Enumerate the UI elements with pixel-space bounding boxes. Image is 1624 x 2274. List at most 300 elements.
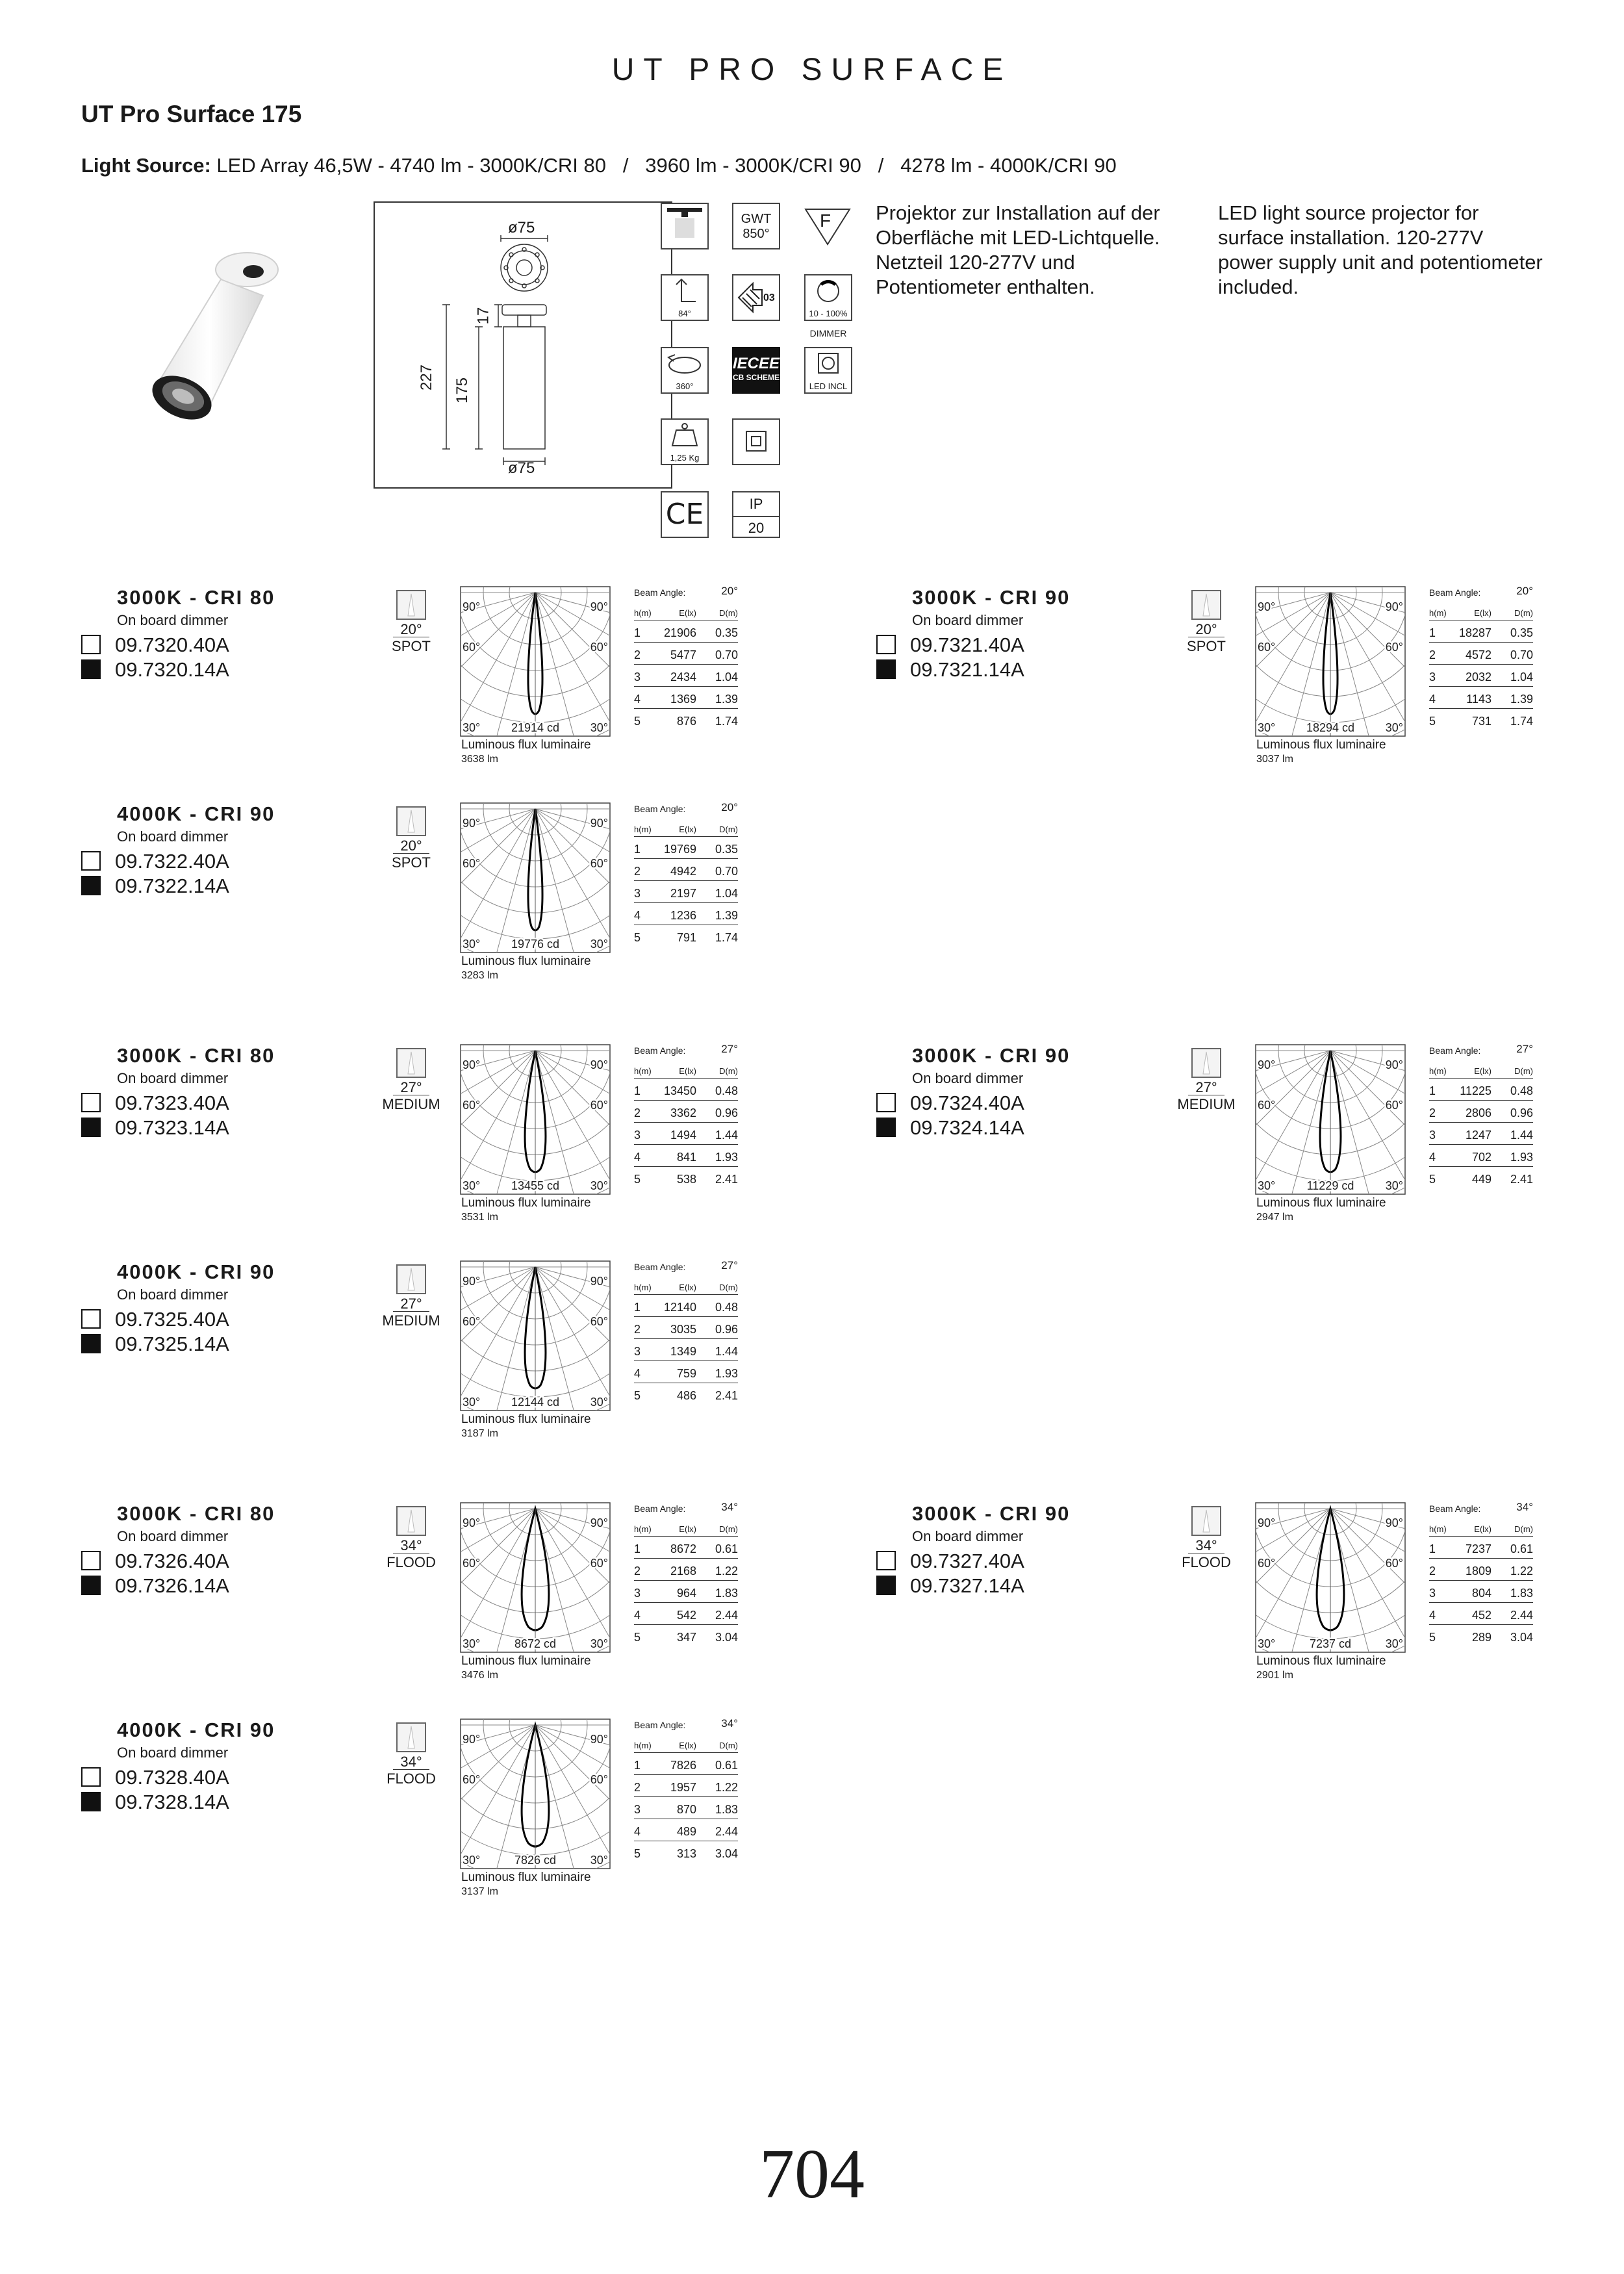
polar-angle-label: 30° (590, 1637, 608, 1650)
table-row (1429, 1625, 1533, 1646)
table-row (634, 925, 738, 947)
table-cell: 13450 (663, 1084, 696, 1097)
light-source-value: LED Array 46,5W - 4740 lm - 3000K/CRI 80 / 3960 lm - 3000K/CRI 90 / 4278 lm - 4000K/CRI 90 (216, 154, 1117, 177)
table-cell: 0.35 (715, 843, 738, 856)
table-row (634, 1753, 738, 1775)
light-source-line (81, 154, 1117, 177)
table-cell: 2032 (1465, 671, 1491, 683)
table-cell: 3.04 (1510, 1631, 1533, 1644)
description-de: Projektor zur Installation auf der Oberfläche mit LED-Lichtquelle. Netzteil 120-277V und Potentiometer enthalten. (876, 201, 1160, 298)
table-cell: 3.04 (715, 1631, 738, 1644)
table-header (634, 1519, 738, 1537)
polar-angle-label: 30° (590, 1396, 608, 1409)
black-finish-swatch (81, 1334, 101, 1353)
class-value: 03 (763, 292, 775, 303)
table-cell: 0.70 (715, 648, 738, 661)
luminous-flux-value: 2947 lm (1256, 1212, 1293, 1223)
polar-angle-label: 90° (463, 1058, 481, 1071)
beam-type: SPOT (392, 638, 431, 654)
table-cell: 1.22 (715, 1781, 738, 1794)
table-row (634, 1101, 738, 1123)
article-code: 09.7328.40A (115, 1766, 229, 1789)
beam-type: MEDIUM (382, 1096, 440, 1112)
variant-title: 4000K - CRI 90 (117, 1260, 275, 1283)
table-cell: 5 (634, 1631, 641, 1644)
polar-diagram (460, 802, 611, 953)
beam-angle-value: 27° (400, 1296, 422, 1312)
table-cell: 2434 (670, 671, 696, 683)
table-cell: 0.35 (715, 626, 738, 639)
black-finish-swatch (81, 1792, 101, 1811)
beam-angle-value: 34° (1195, 1537, 1217, 1553)
table-cell: 0.61 (715, 1542, 738, 1555)
table-cell: 1.93 (715, 1151, 738, 1164)
table-cell: 0.48 (715, 1084, 738, 1097)
table-cell: 0.48 (715, 1301, 738, 1314)
beam-angle-value: 20° (1516, 585, 1533, 597)
polar-angle-label: 60° (1258, 1099, 1276, 1112)
table-cell: 2168 (670, 1565, 696, 1578)
polar-angle-label: 30° (463, 938, 481, 951)
code-black (81, 659, 229, 681)
table-row (634, 1383, 738, 1405)
variant-title: 3000K - CRI 90 (912, 1044, 1071, 1067)
table-cell: 2.44 (1510, 1609, 1533, 1622)
column-header: E(lx) (1474, 1066, 1491, 1076)
beam-angle-header (1429, 583, 1533, 598)
gwt-icon (732, 203, 780, 249)
table-cell: 3.04 (715, 1847, 738, 1860)
code-black (81, 875, 229, 897)
beam-angle-value: 34° (1516, 1501, 1533, 1513)
column-header: D(m) (1514, 608, 1533, 618)
beam-angle-label: Beam Angle: (1429, 587, 1481, 598)
table-cell: 1369 (670, 693, 696, 706)
variant-title: 3000K - CRI 90 (912, 1502, 1071, 1525)
ce-label: CE (665, 498, 704, 531)
polar-diagram (1255, 586, 1406, 737)
table-cell: 5 (634, 1173, 641, 1186)
variant-dimmer-label: On board dimmer (117, 1070, 229, 1086)
variant-title: 3000K - CRI 80 (117, 1044, 275, 1067)
polar-angle-label: 90° (590, 600, 608, 613)
column-header: E(lx) (1474, 608, 1491, 618)
table-cell: 542 (676, 1609, 696, 1622)
table-row (634, 1079, 738, 1101)
table-cell: 1.74 (715, 715, 738, 728)
table-cell: 0.70 (715, 865, 738, 878)
table-header (1429, 1061, 1533, 1079)
beam-angle-header (1429, 1500, 1533, 1514)
beam-angle-value: 20° (400, 837, 422, 854)
polar-angle-label: 30° (1385, 1637, 1403, 1650)
black-finish-swatch (81, 876, 101, 895)
polar-diagram (1255, 1502, 1406, 1653)
table-cell: 0.61 (715, 1759, 738, 1772)
article-code: 09.7328.14A (115, 1791, 229, 1813)
table-cell: 1.04 (715, 671, 738, 683)
dimmer-range: 10 - 100% (809, 309, 848, 318)
beam-angle-label: Beam Angle: (1429, 1045, 1481, 1056)
code-black (81, 1117, 229, 1139)
table-cell: 486 (676, 1389, 696, 1402)
table-cell: 452 (1471, 1609, 1491, 1622)
polar-diagram (460, 1260, 611, 1411)
polar-angle-label: 30° (1385, 721, 1403, 734)
peak-intensity: 7826 cd (514, 1854, 557, 1867)
code-white (876, 1550, 1024, 1572)
beam-angle-value: 34° (721, 1501, 738, 1513)
variant-dimmer-label: On board dimmer (912, 1528, 1024, 1544)
ce-icon (661, 491, 709, 538)
code-white (81, 1309, 229, 1331)
beam-icon (396, 806, 426, 836)
column-header: D(m) (719, 1283, 738, 1292)
table-cell: 5 (1429, 715, 1436, 728)
table-cell: 841 (676, 1151, 696, 1164)
peak-intensity: 13455 cd (511, 1179, 560, 1192)
polar-angle-label: 60° (1385, 1557, 1403, 1570)
table-cell: 791 (676, 931, 696, 944)
table-cell: 1.44 (715, 1345, 738, 1358)
beam-type: SPOT (392, 854, 431, 871)
table-row (1429, 643, 1533, 665)
column-header: E(lx) (679, 1524, 696, 1534)
table-cell: 3 (634, 1345, 641, 1358)
column-header: E(lx) (679, 1283, 696, 1292)
polar-diagram-wrap (460, 1260, 611, 1414)
table-cell: 4 (634, 1151, 641, 1164)
variant-title: 3000K - CRI 80 (117, 1502, 275, 1525)
dim-height-base: 17 (474, 307, 492, 325)
white-finish-swatch (81, 1767, 101, 1787)
table-cell: 1.83 (1510, 1587, 1533, 1600)
article-code: 09.7321.40A (910, 633, 1024, 656)
column-header: D(m) (719, 1524, 738, 1534)
variant-title: 4000K - CRI 90 (117, 802, 275, 825)
luminous-flux-value: 3187 lm (461, 1428, 498, 1439)
beam-separator (393, 853, 429, 854)
table-cell: 538 (676, 1173, 696, 1186)
beam-angle-value: 27° (1516, 1043, 1533, 1055)
table-cell: 702 (1471, 1151, 1491, 1164)
table-cell: 4 (1429, 1609, 1436, 1622)
ip-rating-icon (732, 491, 780, 538)
polar-angle-label: 90° (590, 817, 608, 830)
white-finish-swatch (81, 1093, 101, 1112)
column-header: h(m) (634, 1524, 652, 1534)
article-code: 09.7322.40A (115, 850, 229, 873)
column-header: h(m) (1429, 1066, 1447, 1076)
table-cell: 489 (676, 1825, 696, 1838)
variant-dimmer-label: On board dimmer (117, 1286, 229, 1303)
beam-angle-value: 20° (721, 801, 738, 813)
table-cell: 1.39 (715, 909, 738, 922)
table-cell: 4 (634, 1609, 641, 1622)
variant-title: 4000K - CRI 90 (117, 1718, 275, 1741)
table-cell: 7826 (670, 1759, 696, 1772)
illuminance-table (634, 1041, 738, 1188)
polar-diagram (460, 586, 611, 737)
beam-angle-header (1429, 1041, 1533, 1056)
variant-title: 3000K - CRI 80 (117, 586, 275, 609)
table-header (634, 1277, 738, 1295)
article-code: 09.7323.14A (115, 1116, 229, 1139)
table-header (634, 819, 738, 837)
table-row (634, 665, 738, 687)
beam-angle-value: 20° (721, 585, 738, 597)
luminous-flux-label: Luminous flux luminaire (461, 1196, 591, 1210)
polar-angle-label: 30° (1385, 1179, 1403, 1192)
polar-angle-label: 90° (1385, 1516, 1403, 1529)
table-row (1429, 687, 1533, 709)
luminous-flux-label: Luminous flux luminaire (461, 1871, 591, 1884)
polar-angle-label: 90° (463, 1275, 481, 1288)
table-cell: 1957 (670, 1781, 696, 1794)
beam-icon (396, 590, 426, 620)
table-cell: 0.35 (1510, 626, 1533, 639)
polar-diagram-wrap (1255, 1502, 1406, 1656)
luminous-flux-label: Luminous flux luminaire (1256, 738, 1386, 752)
code-white (81, 634, 229, 656)
table-row (634, 1145, 738, 1167)
page-number: 704 (759, 2136, 865, 2213)
code-white (81, 1767, 229, 1789)
table-cell: 8672 (670, 1542, 696, 1555)
polar-angle-label: 90° (1385, 1058, 1403, 1071)
table-cell: 1 (634, 1301, 641, 1314)
white-finish-swatch (876, 1093, 896, 1112)
code-black (876, 1117, 1024, 1139)
table-cell: 1.44 (1510, 1129, 1533, 1142)
f-mark-icon (804, 207, 851, 250)
table-header (634, 1061, 738, 1079)
table-cell: 3 (634, 671, 641, 683)
black-finish-swatch (81, 1576, 101, 1595)
table-cell: 4 (1429, 693, 1436, 706)
dimension-drawing (374, 201, 672, 489)
table-cell: 12140 (663, 1301, 696, 1314)
article-code: 09.7327.14A (910, 1574, 1024, 1597)
table-cell: 19769 (663, 843, 696, 856)
table-row (634, 1295, 738, 1317)
code-white (81, 1550, 229, 1572)
column-header: h(m) (634, 1741, 652, 1750)
table-cell: 759 (676, 1367, 696, 1380)
polar-angle-label: 30° (590, 938, 608, 951)
table-row (634, 1603, 738, 1625)
code-white (81, 1092, 229, 1114)
product-image (130, 234, 299, 442)
dimmer-label: DIMMER (809, 328, 847, 339)
column-header: h(m) (634, 608, 652, 618)
dim-top-diameter: ø75 (508, 219, 535, 236)
polar-angle-label: 30° (463, 1637, 481, 1650)
table-row (1429, 1603, 1533, 1625)
article-code: 09.7325.14A (115, 1333, 229, 1355)
polar-diagram-wrap (460, 802, 611, 956)
beam-angle-header (634, 1716, 738, 1730)
variant-title: 3000K - CRI 90 (912, 586, 1071, 609)
luminous-flux-value: 3531 lm (461, 1212, 498, 1223)
luminous-flux-value: 3476 lm (461, 1670, 498, 1681)
iecee-label: IECEE (732, 355, 780, 372)
table-cell: 7237 (1465, 1542, 1491, 1555)
illuminance-table (634, 1716, 738, 1863)
beam-angle-label: Beam Angle: (1429, 1503, 1481, 1514)
beam-separator (393, 1311, 429, 1312)
track-icon (661, 203, 709, 249)
table-cell: 289 (1471, 1631, 1491, 1644)
beam-angle-header (634, 1500, 738, 1514)
table-cell: 5 (634, 715, 641, 728)
polar-angle-label: 60° (463, 1773, 481, 1786)
table-cell: 21906 (663, 626, 696, 639)
beam-type: FLOOD (387, 1770, 436, 1787)
illuminance-table (1429, 1500, 1533, 1646)
beam-type: SPOT (1187, 638, 1226, 654)
table-row (634, 1797, 738, 1819)
table-cell: 2 (634, 1106, 641, 1119)
beam-angle-value: 34° (400, 1754, 422, 1770)
variant-dimmer-label: On board dimmer (912, 612, 1024, 628)
beam-type: FLOOD (387, 1554, 436, 1570)
table-row (634, 1841, 738, 1863)
table-row (1429, 1537, 1533, 1559)
table-header (634, 1735, 738, 1753)
column-header: E(lx) (679, 1066, 696, 1076)
table-row (634, 620, 738, 643)
table-cell: 4 (634, 1367, 641, 1380)
polar-diagram (460, 1502, 611, 1653)
code-black (876, 1575, 1024, 1597)
ip-label: IP (733, 492, 779, 517)
peak-intensity: 18294 cd (1306, 721, 1355, 734)
iecee-sub: CB SCHEME (732, 373, 780, 382)
table-row (634, 881, 738, 903)
table-row (1429, 1123, 1533, 1145)
column-header: h(m) (634, 1066, 652, 1076)
polar-angle-label: 90° (463, 1733, 481, 1746)
polar-diagram-wrap (460, 1044, 611, 1198)
dimension-svg (375, 203, 671, 487)
polar-angle-label: 30° (463, 1179, 481, 1192)
beam-angle-label: Beam Angle: (634, 1503, 686, 1514)
table-cell: 1.83 (715, 1587, 738, 1600)
led-incl-icon (804, 347, 852, 394)
polar-angle-label: 30° (463, 721, 481, 734)
beam-angle-header (634, 800, 738, 814)
table-cell: 1.04 (1510, 671, 1533, 683)
beam-angle-header (634, 1041, 738, 1056)
white-finish-swatch (81, 635, 101, 654)
luminous-flux-value: 3283 lm (461, 970, 498, 981)
polar-angle-label: 60° (463, 1557, 481, 1570)
tilt-icon (661, 274, 709, 321)
table-cell: 3 (634, 1129, 641, 1142)
luminous-flux-value: 3137 lm (461, 1886, 498, 1897)
variant-dimmer-label: On board dimmer (117, 612, 229, 628)
table-cell: 4 (634, 1825, 641, 1838)
table-cell: 804 (1471, 1587, 1491, 1600)
table-cell: 2 (1429, 1565, 1436, 1578)
beam-angle-header (634, 583, 738, 598)
table-cell: 11225 (1460, 1084, 1491, 1097)
beam-angle-value: 27° (400, 1079, 422, 1095)
table-cell: 1349 (670, 1345, 696, 1358)
table-cell: 870 (676, 1803, 696, 1816)
table-cell: 2 (634, 1781, 641, 1794)
beam-type: MEDIUM (382, 1312, 440, 1329)
class-icon (732, 274, 780, 321)
polar-angle-label: 60° (590, 1557, 608, 1570)
white-finish-swatch (81, 1309, 101, 1329)
table-cell: 4 (634, 693, 641, 706)
surface-icon (732, 418, 780, 465)
variant-dimmer-label: On board dimmer (117, 1528, 229, 1544)
black-finish-swatch (876, 1576, 896, 1595)
polar-angle-label: 90° (1385, 600, 1403, 613)
polar-angle-label: 30° (590, 1854, 608, 1867)
polar-angle-label: 30° (1258, 1179, 1276, 1192)
table-row (1429, 709, 1533, 730)
black-finish-swatch (876, 659, 896, 679)
table-cell: 2197 (670, 887, 696, 900)
polar-angle-label: 60° (590, 1099, 608, 1112)
beam-angle-label: Beam Angle: (634, 1720, 686, 1730)
black-finish-swatch (876, 1118, 896, 1137)
table-cell: 1.44 (715, 1129, 738, 1142)
table-cell: 2.41 (715, 1389, 738, 1402)
polar-angle-label: 60° (590, 1773, 608, 1786)
luminous-flux-label: Luminous flux luminaire (461, 1412, 591, 1426)
article-code: 09.7325.40A (115, 1308, 229, 1331)
table-row (1429, 1079, 1533, 1101)
article-code: 09.7327.40A (910, 1550, 1024, 1572)
beam-angle-value: 20° (1195, 621, 1217, 637)
table-cell: 1494 (670, 1129, 696, 1142)
dim-bottom-diameter: ø75 (508, 459, 535, 477)
polar-diagram-wrap (460, 586, 611, 740)
table-cell: 3362 (670, 1106, 696, 1119)
luminous-flux-label: Luminous flux luminaire (1256, 1654, 1386, 1668)
code-black (81, 1333, 229, 1355)
luminous-flux-value: 2901 lm (1256, 1670, 1293, 1681)
table-row (1429, 1167, 1533, 1188)
table-cell: 3035 (670, 1323, 696, 1336)
article-code: 09.7324.14A (910, 1116, 1024, 1139)
table-row (634, 903, 738, 925)
table-header (1429, 603, 1533, 620)
table-row (1429, 1101, 1533, 1123)
column-header: h(m) (1429, 1524, 1447, 1534)
iecee-icon (732, 347, 780, 394)
beam-angle-value: 34° (721, 1717, 738, 1730)
table-row (634, 1123, 738, 1145)
peak-intensity: 21914 cd (511, 721, 560, 734)
table-cell: 2.44 (715, 1825, 738, 1838)
table-cell: 1 (634, 626, 641, 639)
column-header: D(m) (1514, 1066, 1533, 1076)
description-en: LED light source projector for surface installation. 120-277V power supply unit and potentiometer included. (1218, 201, 1543, 298)
table-cell: 4 (634, 909, 641, 922)
table-row (634, 709, 738, 730)
f-mark-label: F (820, 211, 831, 231)
code-white (81, 850, 229, 873)
table-row (634, 1625, 738, 1646)
variant-dimmer-label: On board dimmer (117, 828, 229, 845)
table-cell: 313 (676, 1847, 696, 1860)
